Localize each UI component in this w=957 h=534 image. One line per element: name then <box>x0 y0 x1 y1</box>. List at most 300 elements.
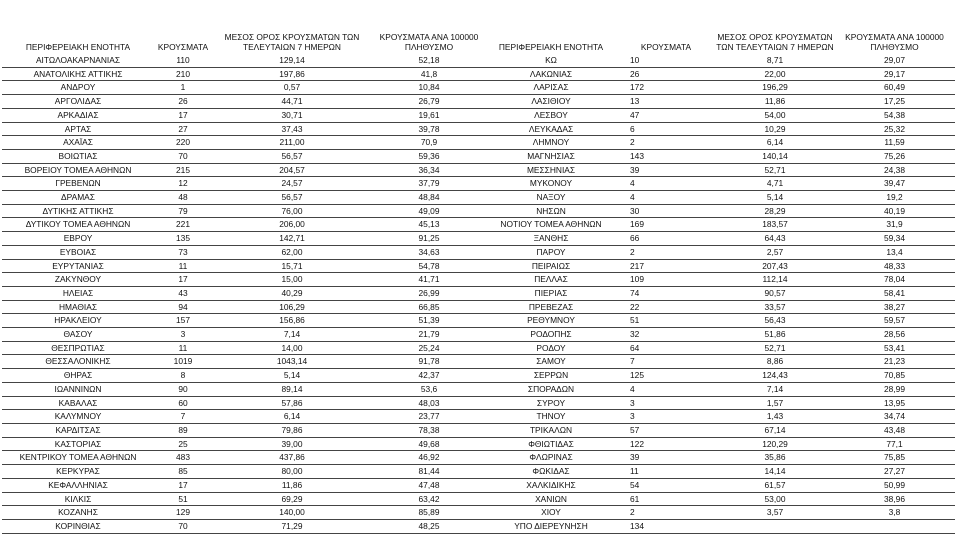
cell-avg7: 197,86 <box>212 67 372 81</box>
cell-per100k: 23,77 <box>372 410 486 424</box>
table-row <box>486 108 955 122</box>
cell-cases: 2 <box>616 245 716 259</box>
cell-cases: 172 <box>616 81 716 95</box>
cell-avg7: 156,86 <box>212 314 372 328</box>
table-row <box>486 382 955 396</box>
cell-cases: 109 <box>616 273 716 287</box>
cases-table-right <box>486 14 955 534</box>
cell-region: ΤΗΝΟΥ <box>486 410 616 424</box>
cell-per100k: 42,37 <box>372 369 486 383</box>
cell-per100k: 58,41 <box>834 286 955 300</box>
table-row <box>2 232 486 246</box>
cell-avg7: 44,71 <box>212 95 372 109</box>
cell-region: ΑΧΑΪΑΣ <box>2 136 154 150</box>
cell-region: ΕΒΡΟΥ <box>2 232 154 246</box>
cell-region: ΜΥΚΟΝΟΥ <box>486 177 616 191</box>
table-row <box>2 300 486 314</box>
cell-cases: 134 <box>616 519 716 533</box>
cell-avg7: 1,57 <box>716 396 834 410</box>
cell-cases: 11 <box>154 259 212 273</box>
cell-avg7: 40,29 <box>212 286 372 300</box>
cell-per100k: 45,13 <box>372 218 486 232</box>
table-row <box>2 328 486 342</box>
cell-per100k: 49,68 <box>372 437 486 451</box>
table-row <box>2 163 486 177</box>
cell-region: ΡΕΘΥΜΝΟΥ <box>486 314 616 328</box>
cell-per100k: 70,85 <box>834 369 955 383</box>
cell-avg7: 6,14 <box>716 136 834 150</box>
cell-cases: 61 <box>616 492 716 506</box>
table-row <box>2 382 486 396</box>
cell-per100k: 63,42 <box>372 492 486 506</box>
cell-region: ΧΙΟΥ <box>486 506 616 520</box>
cell-per100k: 34,63 <box>372 245 486 259</box>
table-row <box>2 108 486 122</box>
cell-cases: 13 <box>616 95 716 109</box>
cell-per100k: 77,1 <box>834 437 955 451</box>
cell-avg7: 56,43 <box>716 314 834 328</box>
table-row <box>2 437 486 451</box>
header-cases: ΚΡΟΥΣΜΑΤΑ <box>157 42 209 52</box>
header-region: ΠΕΡΙΦΕΡΕΙΑΚΗ ΕΝΟΤΗΤΑ <box>498 42 604 52</box>
cell-cases: 483 <box>154 451 212 465</box>
cell-avg7: 57,86 <box>212 396 372 410</box>
cell-avg7: 90,57 <box>716 286 834 300</box>
cell-cases: 48 <box>154 191 212 205</box>
cell-region: ΠΕΛΛΑΣ <box>486 273 616 287</box>
cell-avg7: 106,29 <box>212 300 372 314</box>
cell-cases: 74 <box>616 286 716 300</box>
cell-cases: 70 <box>154 519 212 533</box>
cell-region: ΒΟΡΕΙΟΥ ΤΟΜΕΑ ΑΘΗΝΩΝ <box>2 163 154 177</box>
cases-table-left <box>2 14 486 534</box>
cell-avg7: 120,29 <box>716 437 834 451</box>
cell-per100k: 31,9 <box>834 218 955 232</box>
cell-region: ΚΕΝΤΡΙΚΟΥ ΤΟΜΕΑ ΑΘΗΝΩΝ <box>2 451 154 465</box>
cell-per100k: 25,32 <box>834 122 955 136</box>
cell-avg7: 6,14 <box>212 410 372 424</box>
table-row <box>486 95 955 109</box>
cell-per100k: 21,79 <box>372 328 486 342</box>
table-row <box>486 423 955 437</box>
cell-per100k: 48,25 <box>372 519 486 533</box>
cell-region: ΠΙΕΡΙΑΣ <box>486 286 616 300</box>
table-row <box>486 232 955 246</box>
cell-cases: 17 <box>154 108 212 122</box>
cell-region: ΚΑΣΤΟΡΙΑΣ <box>2 437 154 451</box>
cell-per100k: 48,33 <box>834 259 955 273</box>
cell-region: ΘΑΣΟΥ <box>2 328 154 342</box>
cell-cases: 51 <box>154 492 212 506</box>
cell-region: ΥΠΟ ΔΙΕΡΕΥΝΗΣΗ <box>486 519 616 533</box>
table-row <box>2 122 486 136</box>
cell-cases: 51 <box>616 314 716 328</box>
cell-per100k: 3,8 <box>834 506 955 520</box>
cell-per100k: 85,89 <box>372 506 486 520</box>
cell-cases: 3 <box>616 396 716 410</box>
table-row <box>2 314 486 328</box>
table-row <box>2 259 486 273</box>
cell-region: ΛΗΜΝΟΥ <box>486 136 616 150</box>
cell-region: ΠΡΕΒΕΖΑΣ <box>486 300 616 314</box>
table-row <box>486 506 955 520</box>
cell-avg7: 5,14 <box>212 369 372 383</box>
cell-region: ΑΝΑΤΟΛΙΚΗΣ ΑΤΤΙΚΗΣ <box>2 67 154 81</box>
cell-region: ΘΕΣΣΑΛΟΝΙΚΗΣ <box>2 355 154 369</box>
cell-cases: 4 <box>616 382 716 396</box>
cell-avg7: 35,86 <box>716 451 834 465</box>
cell-per100k: 53,41 <box>834 341 955 355</box>
table-row <box>486 177 955 191</box>
cell-per100k: 51,39 <box>372 314 486 328</box>
table-row <box>486 122 955 136</box>
cell-per100k: 28,99 <box>834 382 955 396</box>
cell-per100k: 50,99 <box>834 478 955 492</box>
table-row <box>486 300 955 314</box>
cell-per100k: 24,38 <box>834 163 955 177</box>
cell-region: ΑΡΓΟΛΙΔΑΣ <box>2 95 154 109</box>
table-row <box>486 396 955 410</box>
table-row <box>2 506 486 520</box>
cell-avg7: 80,00 <box>212 465 372 479</box>
cell-region: ΒΟΙΩΤΙΑΣ <box>2 149 154 163</box>
cell-per100k: 59,34 <box>834 232 955 246</box>
cell-avg7: 129,14 <box>212 54 372 67</box>
cell-region: ΗΡΑΚΛΕΙΟΥ <box>2 314 154 328</box>
cell-region: ΤΡΙΚΑΛΩΝ <box>486 423 616 437</box>
table-row <box>2 204 486 218</box>
table-body-left <box>2 54 486 533</box>
cell-region: ΔΥΤΙΚΟΥ ΤΟΜΕΑ ΑΘΗΝΩΝ <box>2 218 154 232</box>
cell-avg7: 39,00 <box>212 437 372 451</box>
cell-per100k: 53,6 <box>372 382 486 396</box>
table-body-right <box>486 54 955 533</box>
cell-cases: 94 <box>154 300 212 314</box>
cell-avg7: 1,43 <box>716 410 834 424</box>
header-per100k: ΚΡΟΥΣΜΑΤΑ ΑΝΑ 100000 ΠΛΗΘΥΣΜΟ <box>379 32 479 52</box>
table-row <box>2 396 486 410</box>
table-row <box>486 191 955 205</box>
cell-region: ΛΑΡΙΣΑΣ <box>486 81 616 95</box>
cell-avg7: 1043,14 <box>212 355 372 369</box>
cell-region: ΚΑΡΔΙΤΣΑΣ <box>2 423 154 437</box>
cell-per100k: 70,9 <box>372 136 486 150</box>
cell-region: ΞΑΝΘΗΣ <box>486 232 616 246</box>
table-row <box>2 478 486 492</box>
header-row <box>2 14 486 54</box>
cell-per100k: 66,85 <box>372 300 486 314</box>
cell-cases: 3 <box>154 328 212 342</box>
cell-per100k: 39,78 <box>372 122 486 136</box>
cell-per100k: 13,4 <box>834 245 955 259</box>
table-row <box>486 355 955 369</box>
cell-cases: 64 <box>616 341 716 355</box>
cell-cases: 157 <box>154 314 212 328</box>
cell-cases: 11 <box>616 465 716 479</box>
cell-cases: 4 <box>616 191 716 205</box>
cell-per100k: 38,27 <box>834 300 955 314</box>
cell-region: ΓΡΕΒΕΝΩΝ <box>2 177 154 191</box>
cell-cases: 57 <box>616 423 716 437</box>
cell-per100k: 19,61 <box>372 108 486 122</box>
table-row <box>486 204 955 218</box>
cell-avg7: 8,86 <box>716 355 834 369</box>
cell-region: ΣΕΡΡΩΝ <box>486 369 616 383</box>
table-row <box>486 478 955 492</box>
cell-avg7: 112,14 <box>716 273 834 287</box>
cell-cases: 22 <box>616 300 716 314</box>
cell-cases: 221 <box>154 218 212 232</box>
cell-per100k: 13,95 <box>834 396 955 410</box>
cell-region: ΚΙΛΚΙΣ <box>2 492 154 506</box>
cell-avg7: 11,86 <box>212 478 372 492</box>
cell-region: ΠΕΙΡΑΙΩΣ <box>486 259 616 273</box>
table-row <box>2 355 486 369</box>
cell-avg7: 3,57 <box>716 506 834 520</box>
cell-region: ΚΕΦΑΛΛΗΝΙΑΣ <box>2 478 154 492</box>
cell-region: ΖΑΚΥΝΘΟΥ <box>2 273 154 287</box>
cell-region: ΑΡΤΑΣ <box>2 122 154 136</box>
cell-avg7: 7,14 <box>716 382 834 396</box>
cell-per100k: 29,07 <box>834 54 955 67</box>
cell-avg7: 53,00 <box>716 492 834 506</box>
table-row <box>2 492 486 506</box>
cell-per100k: 39,47 <box>834 177 955 191</box>
cell-cases: 32 <box>616 328 716 342</box>
cell-region: ΡΟΔΟΠΗΣ <box>486 328 616 342</box>
table-row <box>2 67 486 81</box>
cell-region: ΛΑΚΩΝΙΑΣ <box>486 67 616 81</box>
cell-avg7: 28,29 <box>716 204 834 218</box>
cell-cases: 215 <box>154 163 212 177</box>
cell-region: ΔΡΑΜΑΣ <box>2 191 154 205</box>
cell-cases: 7 <box>154 410 212 424</box>
cell-avg7: 15,71 <box>212 259 372 273</box>
cell-cases: 26 <box>154 95 212 109</box>
table-row <box>486 465 955 479</box>
cell-region: ΚΩ <box>486 54 616 67</box>
cell-avg7: 56,57 <box>212 191 372 205</box>
cell-cases: 54 <box>616 478 716 492</box>
cell-avg7: 183,57 <box>716 218 834 232</box>
cell-region: ΝΗΣΩΝ <box>486 204 616 218</box>
cell-cases: 4 <box>616 177 716 191</box>
cell-region: ΝΑΞΟΥ <box>486 191 616 205</box>
cell-cases: 60 <box>154 396 212 410</box>
cell-region: ΠΑΡΟΥ <box>486 245 616 259</box>
cell-per100k: 78,04 <box>834 273 955 287</box>
cell-region: ΑΡΚΑΔΙΑΣ <box>2 108 154 122</box>
cell-cases: 125 <box>616 369 716 383</box>
cell-region: ΔΥΤΙΚΗΣ ΑΤΤΙΚΗΣ <box>2 204 154 218</box>
cell-cases: 70 <box>154 149 212 163</box>
cell-region: ΑΝΔΡΟΥ <box>2 81 154 95</box>
cell-avg7: 14,00 <box>212 341 372 355</box>
cell-per100k: 54,78 <box>372 259 486 273</box>
cell-per100k: 17,25 <box>834 95 955 109</box>
cell-avg7: 64,43 <box>716 232 834 246</box>
header-avg7: ΜΕΣΟΣ ΟΡΟΣ ΚΡΟΥΣΜΑΤΩΝ ΤΩΝ ΤΕΛΕΥΤΑΙΩΝ 7 ΗΜΕΡΩΝ <box>716 32 834 52</box>
cell-region: ΦΩΚΙΔΑΣ <box>486 465 616 479</box>
cell-cases: 11 <box>154 341 212 355</box>
cell-region: ΦΛΩΡΙΝΑΣ <box>486 451 616 465</box>
cell-cases: 25 <box>154 437 212 451</box>
cell-per100k: 46,92 <box>372 451 486 465</box>
cell-cases: 47 <box>616 108 716 122</box>
cell-per100k: 91,25 <box>372 232 486 246</box>
table-row <box>2 273 486 287</box>
table-row <box>486 273 955 287</box>
table-row <box>2 465 486 479</box>
table-row <box>2 369 486 383</box>
cell-avg7: 437,86 <box>212 451 372 465</box>
cell-per100k: 75,26 <box>834 149 955 163</box>
table-row <box>2 286 486 300</box>
cell-cases: 169 <box>616 218 716 232</box>
cell-cases: 122 <box>616 437 716 451</box>
cell-avg7: 204,57 <box>212 163 372 177</box>
cell-region: ΗΛΕΙΑΣ <box>2 286 154 300</box>
cell-avg7: 52,71 <box>716 341 834 355</box>
cell-per100k: 11,59 <box>834 136 955 150</box>
cell-region: ΑΙΤΩΛΟΑΚΑΡΝΑΝΙΑΣ <box>2 54 154 67</box>
cell-per100k: 78,38 <box>372 423 486 437</box>
cell-avg7: 56,57 <box>212 149 372 163</box>
table-row <box>486 437 955 451</box>
table-row <box>486 314 955 328</box>
cell-per100k: 41,71 <box>372 273 486 287</box>
table-row <box>486 245 955 259</box>
cell-avg7: 61,57 <box>716 478 834 492</box>
cell-avg7: 196,29 <box>716 81 834 95</box>
cell-region: ΜΑΓΝΗΣΙΑΣ <box>486 149 616 163</box>
cell-per100k: 36,34 <box>372 163 486 177</box>
cell-avg7: 5,14 <box>716 191 834 205</box>
cell-cases: 2 <box>616 506 716 520</box>
cell-avg7: 124,43 <box>716 369 834 383</box>
cell-avg7: 37,43 <box>212 122 372 136</box>
table-row <box>486 369 955 383</box>
table-row <box>486 67 955 81</box>
cell-cases: 79 <box>154 204 212 218</box>
cell-avg7: 140,00 <box>212 506 372 520</box>
cell-per100k: 10,84 <box>372 81 486 95</box>
table-row <box>486 259 955 273</box>
cell-per100k: 91,78 <box>372 355 486 369</box>
cell-region: ΣΥΡΟΥ <box>486 396 616 410</box>
cell-region: ΧΑΛΚΙΔΙΚΗΣ <box>486 478 616 492</box>
table-row <box>2 54 486 67</box>
header-cases: ΚΡΟΥΣΜΑΤΑ <box>640 42 692 52</box>
cell-region: ΕΥΒΟΙΑΣ <box>2 245 154 259</box>
table-row <box>486 410 955 424</box>
table-row <box>486 451 955 465</box>
cell-per100k: 41,8 <box>372 67 486 81</box>
cell-avg7 <box>716 519 834 533</box>
cell-region: ΛΑΣΙΘΙΟΥ <box>486 95 616 109</box>
cell-per100k: 28,56 <box>834 328 955 342</box>
cell-cases: 30 <box>616 204 716 218</box>
cell-region: ΝΟΤΙΟΥ ΤΟΜΕΑ ΑΘΗΝΩΝ <box>486 218 616 232</box>
cell-region: ΙΩΑΝΝΙΝΩΝ <box>2 382 154 396</box>
table-row <box>2 149 486 163</box>
cell-cases: 129 <box>154 506 212 520</box>
header-row <box>486 14 955 54</box>
cell-avg7: 62,00 <box>212 245 372 259</box>
cell-per100k: 54,38 <box>834 108 955 122</box>
cell-per100k: 25,24 <box>372 341 486 355</box>
cell-cases: 210 <box>154 67 212 81</box>
cell-per100k: 37,79 <box>372 177 486 191</box>
table-row <box>2 519 486 533</box>
cell-per100k: 21,23 <box>834 355 955 369</box>
cell-avg7: 2,57 <box>716 245 834 259</box>
cell-per100k: 48,84 <box>372 191 486 205</box>
cell-avg7: 10,29 <box>716 122 834 136</box>
cell-per100k: 34,74 <box>834 410 955 424</box>
cell-avg7: 24,57 <box>212 177 372 191</box>
table-row <box>486 492 955 506</box>
cell-region: ΚΟΖΑΝΗΣ <box>2 506 154 520</box>
table-row <box>2 423 486 437</box>
cell-avg7: 54,00 <box>716 108 834 122</box>
table-row <box>2 177 486 191</box>
cell-avg7: 22,00 <box>716 67 834 81</box>
cell-avg7: 207,43 <box>716 259 834 273</box>
cell-avg7: 206,00 <box>212 218 372 232</box>
table-row <box>486 81 955 95</box>
cell-avg7: 51,86 <box>716 328 834 342</box>
cell-region: ΣΠΟΡΑΔΩΝ <box>486 382 616 396</box>
cell-avg7: 79,86 <box>212 423 372 437</box>
cell-per100k <box>834 519 955 533</box>
cell-cases: 220 <box>154 136 212 150</box>
table-row <box>2 451 486 465</box>
cell-region: ΚΟΡΙΝΘΙΑΣ <box>2 519 154 533</box>
table-row <box>486 163 955 177</box>
cell-cases: 66 <box>616 232 716 246</box>
cell-region: ΛΕΥΚΑΔΑΣ <box>486 122 616 136</box>
cell-cases: 73 <box>154 245 212 259</box>
cell-avg7: 11,86 <box>716 95 834 109</box>
table-row <box>2 218 486 232</box>
cell-cases: 85 <box>154 465 212 479</box>
cell-region: ΕΥΡΥΤΑΝΙΑΣ <box>2 259 154 273</box>
cell-per100k: 27,27 <box>834 465 955 479</box>
cell-avg7: 69,29 <box>212 492 372 506</box>
header-per100k: ΚΡΟΥΣΜΑΤΑ ΑΝΑ 100000 ΠΛΗΘΥΣΜΟ <box>845 32 944 52</box>
cell-avg7: 7,14 <box>212 328 372 342</box>
cell-region: ΜΕΣΣΗΝΙΑΣ <box>486 163 616 177</box>
cell-region: ΣΑΜΟΥ <box>486 355 616 369</box>
cell-region: ΚΑΛΥΜΝΟΥ <box>2 410 154 424</box>
table-row <box>486 519 955 533</box>
table-row <box>2 341 486 355</box>
cell-region: ΦΘΙΩΤΙΔΑΣ <box>486 437 616 451</box>
cell-cases: 110 <box>154 54 212 67</box>
cell-cases: 39 <box>616 163 716 177</box>
cell-per100k: 52,18 <box>372 54 486 67</box>
table-row <box>2 245 486 259</box>
cell-per100k: 26,79 <box>372 95 486 109</box>
cell-per100k: 47,48 <box>372 478 486 492</box>
cell-region: ΡΟΔΟΥ <box>486 341 616 355</box>
cell-cases: 39 <box>616 451 716 465</box>
cell-per100k: 38,96 <box>834 492 955 506</box>
cell-avg7: 30,71 <box>212 108 372 122</box>
cell-cases: 135 <box>154 232 212 246</box>
cell-avg7: 67,14 <box>716 423 834 437</box>
